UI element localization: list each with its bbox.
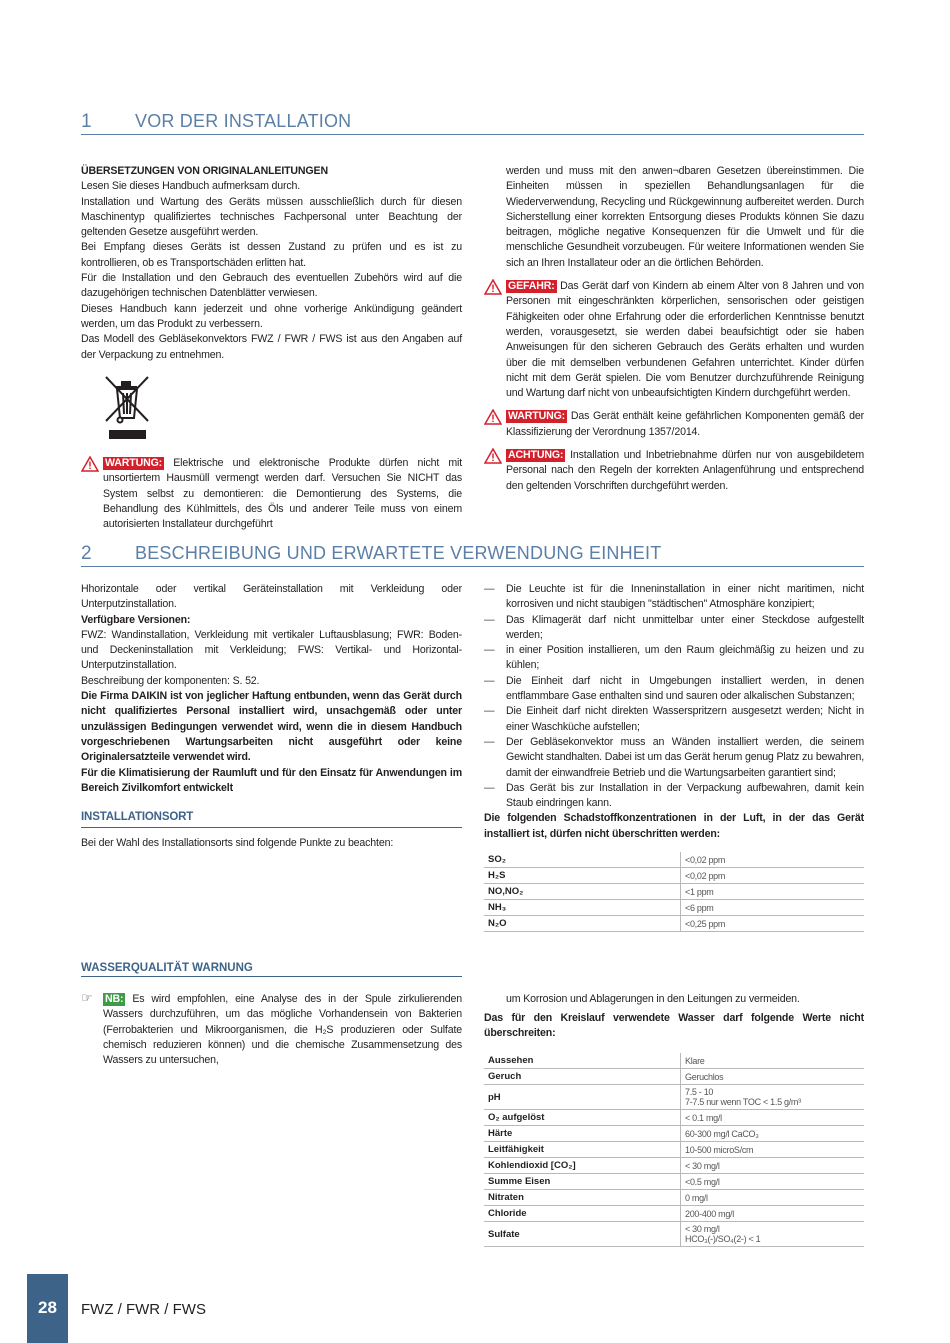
installation-site-heading: INSTALLATIONSORT xyxy=(81,810,462,828)
value-line: < 30 mg/l xyxy=(685,1160,720,1171)
table-cell-value xyxy=(681,884,865,900)
table-cell-value xyxy=(681,1222,865,1247)
table-row xyxy=(484,1206,864,1222)
value-line: 7.5 - 10 xyxy=(685,1087,714,1097)
paragraph: Dieses Handbuch kann jederzeit und ohne vorherige Ankündigung geändert werden, um das Produkt zu verbessern. xyxy=(81,302,462,330)
water-limits-heading: Das für den Kreislauf verwendete Wasser darf folgende Werte nicht überschreiten: xyxy=(484,1012,864,1040)
danger-text: Das Gerät darf von Kindern ab einem Alter von 8 Jahren und von Personen mit eingeschränkten körperlichen, sensorischen oder geistigen Fähigkeiten oder ohne Erfahrung oder die erforderlichen Kenntnisse benutzt werden, vorausgesetzt, sie werden dabei beaufsichtigt oder sie haben Anweisungen für den sicheren Gebrauch des Geräts erhalten und wurden über die mit demselben verbundenen Gefahren unterrichtet. Kinder dürfen nicht mit dem Gerät spielen. Die vom Benutzer durchzuführende Reinigung und Wartung darf nicht von unbeaufsichtigten Kindern durchgeführt werden. xyxy=(506,280,864,400)
warning-triangle-icon xyxy=(484,409,502,425)
table-cell-parameter: Leitfähigkeit xyxy=(484,1142,681,1158)
table-row xyxy=(484,916,864,932)
danger-children xyxy=(484,279,864,401)
model-name: FWZ / FWR / FWS xyxy=(81,1301,206,1318)
disposal-continued: werden und muss mit den anwen¬dbaren Gesetzen übereinstimmen. Die Einheiten müssen in speziellen Behandlungsanlagen für die Wiederverwendung, Recycling und Rückgewinnung aufbereitet werden. Durch Sicherstellung einer korrekten Entsorgung dieses Produkts können Sie dazu beitragen, mögliche negative Konsequenzen für die Umwelt und für die menschliche Gesundheit vorzubeugen. Für weitere Informationen wenden Sie sich an Ihren Installateur oder an die örtlichen Behörden. xyxy=(506,165,864,269)
warning-text: Das Gerät enthält keine gefährlichen Komponenten gemäß der Klassifizierung der Verordnung 1357/2014. xyxy=(506,410,864,438)
components-reference: Beschreibung der komponenten: S. 52. xyxy=(81,674,260,687)
value-line: <0,02 ppm xyxy=(685,870,726,881)
caution-text: Installation und Inbetriebnahme dürfen nur von ausgebildetem Personal nach den Regeln der korrekten Anlagenführung und entsprechend den geltenden Vorschriften durchgeführt werden. xyxy=(506,449,864,492)
table-cell-value xyxy=(681,1158,865,1174)
section-2-header xyxy=(81,543,864,567)
list-item: — Die Einheit darf nicht in Umgebungen installiert werden, in denen entflammbare Gase enthalten sind und sauren oder alkalischen Substanzen; xyxy=(484,674,864,705)
table-cell-parameter: pH xyxy=(484,1085,681,1110)
translations-heading: ÜBERSETZUNGEN VON ORIGINALANLEITUNGEN xyxy=(81,165,328,177)
water-limits-table xyxy=(484,1053,864,1247)
list-item: — Der Gebläsekonvektor muss an Wänden installiert werden, die seinem Gewicht standhalten. Dabei ist um das Gerät herum genug Platz zu bewahren, damit der einwandfreie Betrieb und die Wartungsarbeiten garantiert sind; xyxy=(484,735,864,781)
section-title: BESCHREIBUNG UND ERWARTETE VERWENDUNG EINHEIT xyxy=(135,543,662,563)
value-line-secondary: HCO₃(-)/SO₄(2-) < 1 xyxy=(685,1234,761,1244)
value-line: 0 mg/l xyxy=(685,1192,708,1203)
warning-disposal xyxy=(81,456,462,532)
list-item: — Die Leuchte ist für die Inneninstallation in einer nicht maritimen, nicht korrosiven und nicht staubigen "städtischen" Atmosphäre konzipiert; xyxy=(484,582,864,613)
table-cell-parameter: Härte xyxy=(484,1126,681,1142)
table-cell-parameter: SO₂ xyxy=(484,852,681,868)
section-title: VOR DER INSTALLATION xyxy=(135,111,352,131)
table-cell-parameter: Kohlendioxid [CO₂] xyxy=(484,1158,681,1174)
table-cell-value xyxy=(681,852,865,868)
table-cell-parameter: NH₃ xyxy=(484,900,681,916)
table-row xyxy=(484,1142,864,1158)
paragraph: Bei Empfang dieses Geräts ist dessen Zustand zu prüfen und es ist zu kontrollieren, ob es Transportschäden erlitten hat. xyxy=(81,241,462,269)
table-row xyxy=(484,1126,864,1142)
value-line: 60-300 mg/l CaCO₃ xyxy=(685,1128,759,1139)
table-cell-parameter: Aussehen xyxy=(484,1053,681,1069)
warning-triangle-icon xyxy=(484,279,502,295)
table-row xyxy=(484,1085,864,1110)
table-cell-value xyxy=(681,1206,865,1222)
section-1-left-column xyxy=(81,164,462,363)
value-line: <0,02 ppm xyxy=(685,854,726,865)
table-cell-parameter: Nitraten xyxy=(484,1190,681,1206)
value-line: Geruchlos xyxy=(685,1071,724,1082)
warning-triangle-icon xyxy=(484,448,502,464)
table-cell-parameter: NO,NO₂ xyxy=(484,884,681,900)
value-line: 10-500 microS/cm xyxy=(685,1144,754,1155)
table-row xyxy=(484,884,864,900)
paragraph: Installation und Wartung des Geräts müssen ausschließlich durch für diesen Maschinentyp qualifiziertes technisches Fachpersonal unter Beachtung der geltenden Gesetze ausgeführt werden. xyxy=(81,195,462,239)
table-cell-parameter: Geruch xyxy=(484,1069,681,1085)
pollutant-table xyxy=(484,852,864,932)
list-item: — Das Gerät bis zur Installation in der Verpackung aufbewahren, damit kein Staub eindringen kann. xyxy=(484,781,864,812)
value-line: <0.5 mg/l xyxy=(685,1176,720,1187)
pointing-hand-icon: ☞ xyxy=(81,991,93,1006)
table-cell-value xyxy=(681,900,865,916)
danger-tag: GEFAHR: xyxy=(508,280,555,293)
warning-components xyxy=(484,409,864,440)
list-item: — Die Einheit darf nicht direkten Wasserspritzern ausgesetzt werden; Nicht in einer Waschküche aufstellen; xyxy=(484,704,864,735)
section-1-header xyxy=(81,111,864,135)
installation-requirements-list xyxy=(484,582,864,811)
table-cell-value xyxy=(681,1053,865,1069)
table-cell-parameter: Summe Eisen xyxy=(484,1174,681,1190)
warning-tag: WARTUNG: xyxy=(105,457,163,469)
warning-triangle-icon xyxy=(81,456,99,472)
versions-heading: Verfügbare Versionen: xyxy=(81,613,191,626)
table-cell-parameter: Chloride xyxy=(484,1206,681,1222)
water-note-continued: um Korrosion und Ablagerungen in den Leitungen zu vermeiden. xyxy=(506,993,800,1005)
installation-types: Hhorizontale oder vertikal Geräteinstallation mit Verkleidung oder Unterputzinstallation. xyxy=(81,583,462,611)
table-row xyxy=(484,852,864,868)
section-number: 1 xyxy=(81,111,92,132)
caution-tag: ACHTUNG: xyxy=(508,449,564,462)
warning-text: Elektrische und elektronische Produkte dürfen nicht mit unsortiertem Hausmüll vermengt werden darf. Versuchen Sie NICHT das System selbst zu demontieren: die Demontierung des Systems, die Behandlung des Kühlmittels, des Öls und anderer Teile muss von einem autorisierten Installateur durchgeführt xyxy=(103,457,462,531)
value-line: <0,25 ppm xyxy=(685,918,726,929)
table-row xyxy=(484,900,864,916)
section-2-right-column xyxy=(484,582,864,842)
table-cell-value xyxy=(681,1085,865,1110)
water-note xyxy=(81,992,462,1068)
value-line: <6 ppm xyxy=(685,902,714,913)
table-cell-value xyxy=(681,1069,865,1085)
table-row xyxy=(484,1158,864,1174)
table-row xyxy=(484,1110,864,1126)
table-cell-parameter: Sulfate xyxy=(484,1222,681,1247)
table-row xyxy=(484,1222,864,1247)
table-row xyxy=(484,1174,864,1190)
intended-use: Für die Klimatisierung der Raumluft und für den Einsatz für Anwendungen im Bereich Zivilkomfort entwickelt xyxy=(81,766,462,794)
table-row xyxy=(484,1190,864,1206)
table-cell-value xyxy=(681,1190,865,1206)
value-line: 200-400 mg/l xyxy=(685,1208,734,1219)
table-cell-parameter: O₂ aufgelöst xyxy=(484,1110,681,1126)
paragraph: Lesen Sie dieses Handbuch aufmerksam durch. xyxy=(81,180,301,193)
table-cell-value xyxy=(681,868,865,884)
table-cell-value xyxy=(681,1110,865,1126)
section-1-right-column xyxy=(484,164,864,494)
section-2-left-column xyxy=(81,582,462,852)
liability-disclaimer: Die Firma DAIKIN ist von jeglicher Haftung entbunden, wenn das Gerät durch nicht qualifiziertes Personal installiert wird, unsachgemäß oder unter unzulässigen Bedingungen verwendet wird, wenn die in diesem Handbuch vorgeschriebenen Wartungsarbeiten nicht ausgeführt oder keine Originalersatzteile verwendet wird. xyxy=(81,690,462,764)
table-cell-parameter: H₂S xyxy=(484,868,681,884)
table-cell-value xyxy=(681,1126,865,1142)
pollutant-heading: Die folgenden Schadstoffkonzentrationen in der Luft, in der das Gerät installiert ist, dürfen nicht überschritten werden: xyxy=(484,812,864,840)
table-row xyxy=(484,868,864,884)
page-number: 28 xyxy=(38,1298,57,1317)
caution-installation xyxy=(484,448,864,494)
table-cell-value xyxy=(681,1174,865,1190)
table-row xyxy=(484,1069,864,1085)
table-cell-value xyxy=(681,1142,865,1158)
paragraph: Das Modell des Gebläsekonvektors FWZ / FWR / FWS ist aus den Angaben auf der Verpackung zu entnehmen. xyxy=(81,333,462,361)
installation-site-text: Bei der Wahl des Installationsorts sind folgende Punkte zu beachten: xyxy=(81,837,394,850)
value-line: <1 ppm xyxy=(685,886,714,897)
versions-text: FWZ: Wandinstallation, Verkleidung mit vertikaler Luftausblasung; FWR: Boden- und Deckeninstallation mit Verkleidung; FWS: Vertikal- und Horizontal-Unterputzinstallation. xyxy=(81,628,462,672)
value-line: < 30 mg/l xyxy=(685,1224,720,1234)
paragraph: Für die Installation und den Gebrauch des eventuellen Zubehörs wird auf die dazugehörigen technischen Datenblätter verwiesen. xyxy=(81,272,462,300)
list-item: — in einer Position installieren, um den Raum gleichmäßig zu heizen und zu kühlen; xyxy=(484,643,864,674)
water-quality-heading: WASSERQUALITÄT WARNUNG xyxy=(81,962,462,977)
table-row xyxy=(484,1053,864,1069)
value-line-secondary: 7-7.5 nur wenn TOC < 1.5 g/m³ xyxy=(685,1097,801,1107)
note-text: Es wird empfohlen, eine Analyse des in der Spule zirkulierenden Wassers durchzuführen, um das mögliche Vorhandensein von Bakterien (Ferrobakterien und Mikroorganismen, die H₂S produzieren oder Sulfate chemisch reduzieren können) und die chemische Zusammensetzung des Wassers zu untersuchen, xyxy=(103,993,462,1067)
list-item: — Das Klimagerät darf nicht unmittelbar unter einer Steckdose aufgestellt werden; xyxy=(484,613,864,644)
table-cell-value xyxy=(681,916,865,932)
value-line: < 0.1 mg/l xyxy=(685,1112,722,1123)
note-tag: NB: xyxy=(105,993,124,1005)
value-line: Klare xyxy=(685,1055,705,1066)
warning-tag: WARTUNG: xyxy=(508,410,566,423)
table-cell-parameter: N₂O xyxy=(484,916,681,932)
section-number: 2 xyxy=(81,543,92,564)
crossed-bin-icon xyxy=(103,374,151,442)
